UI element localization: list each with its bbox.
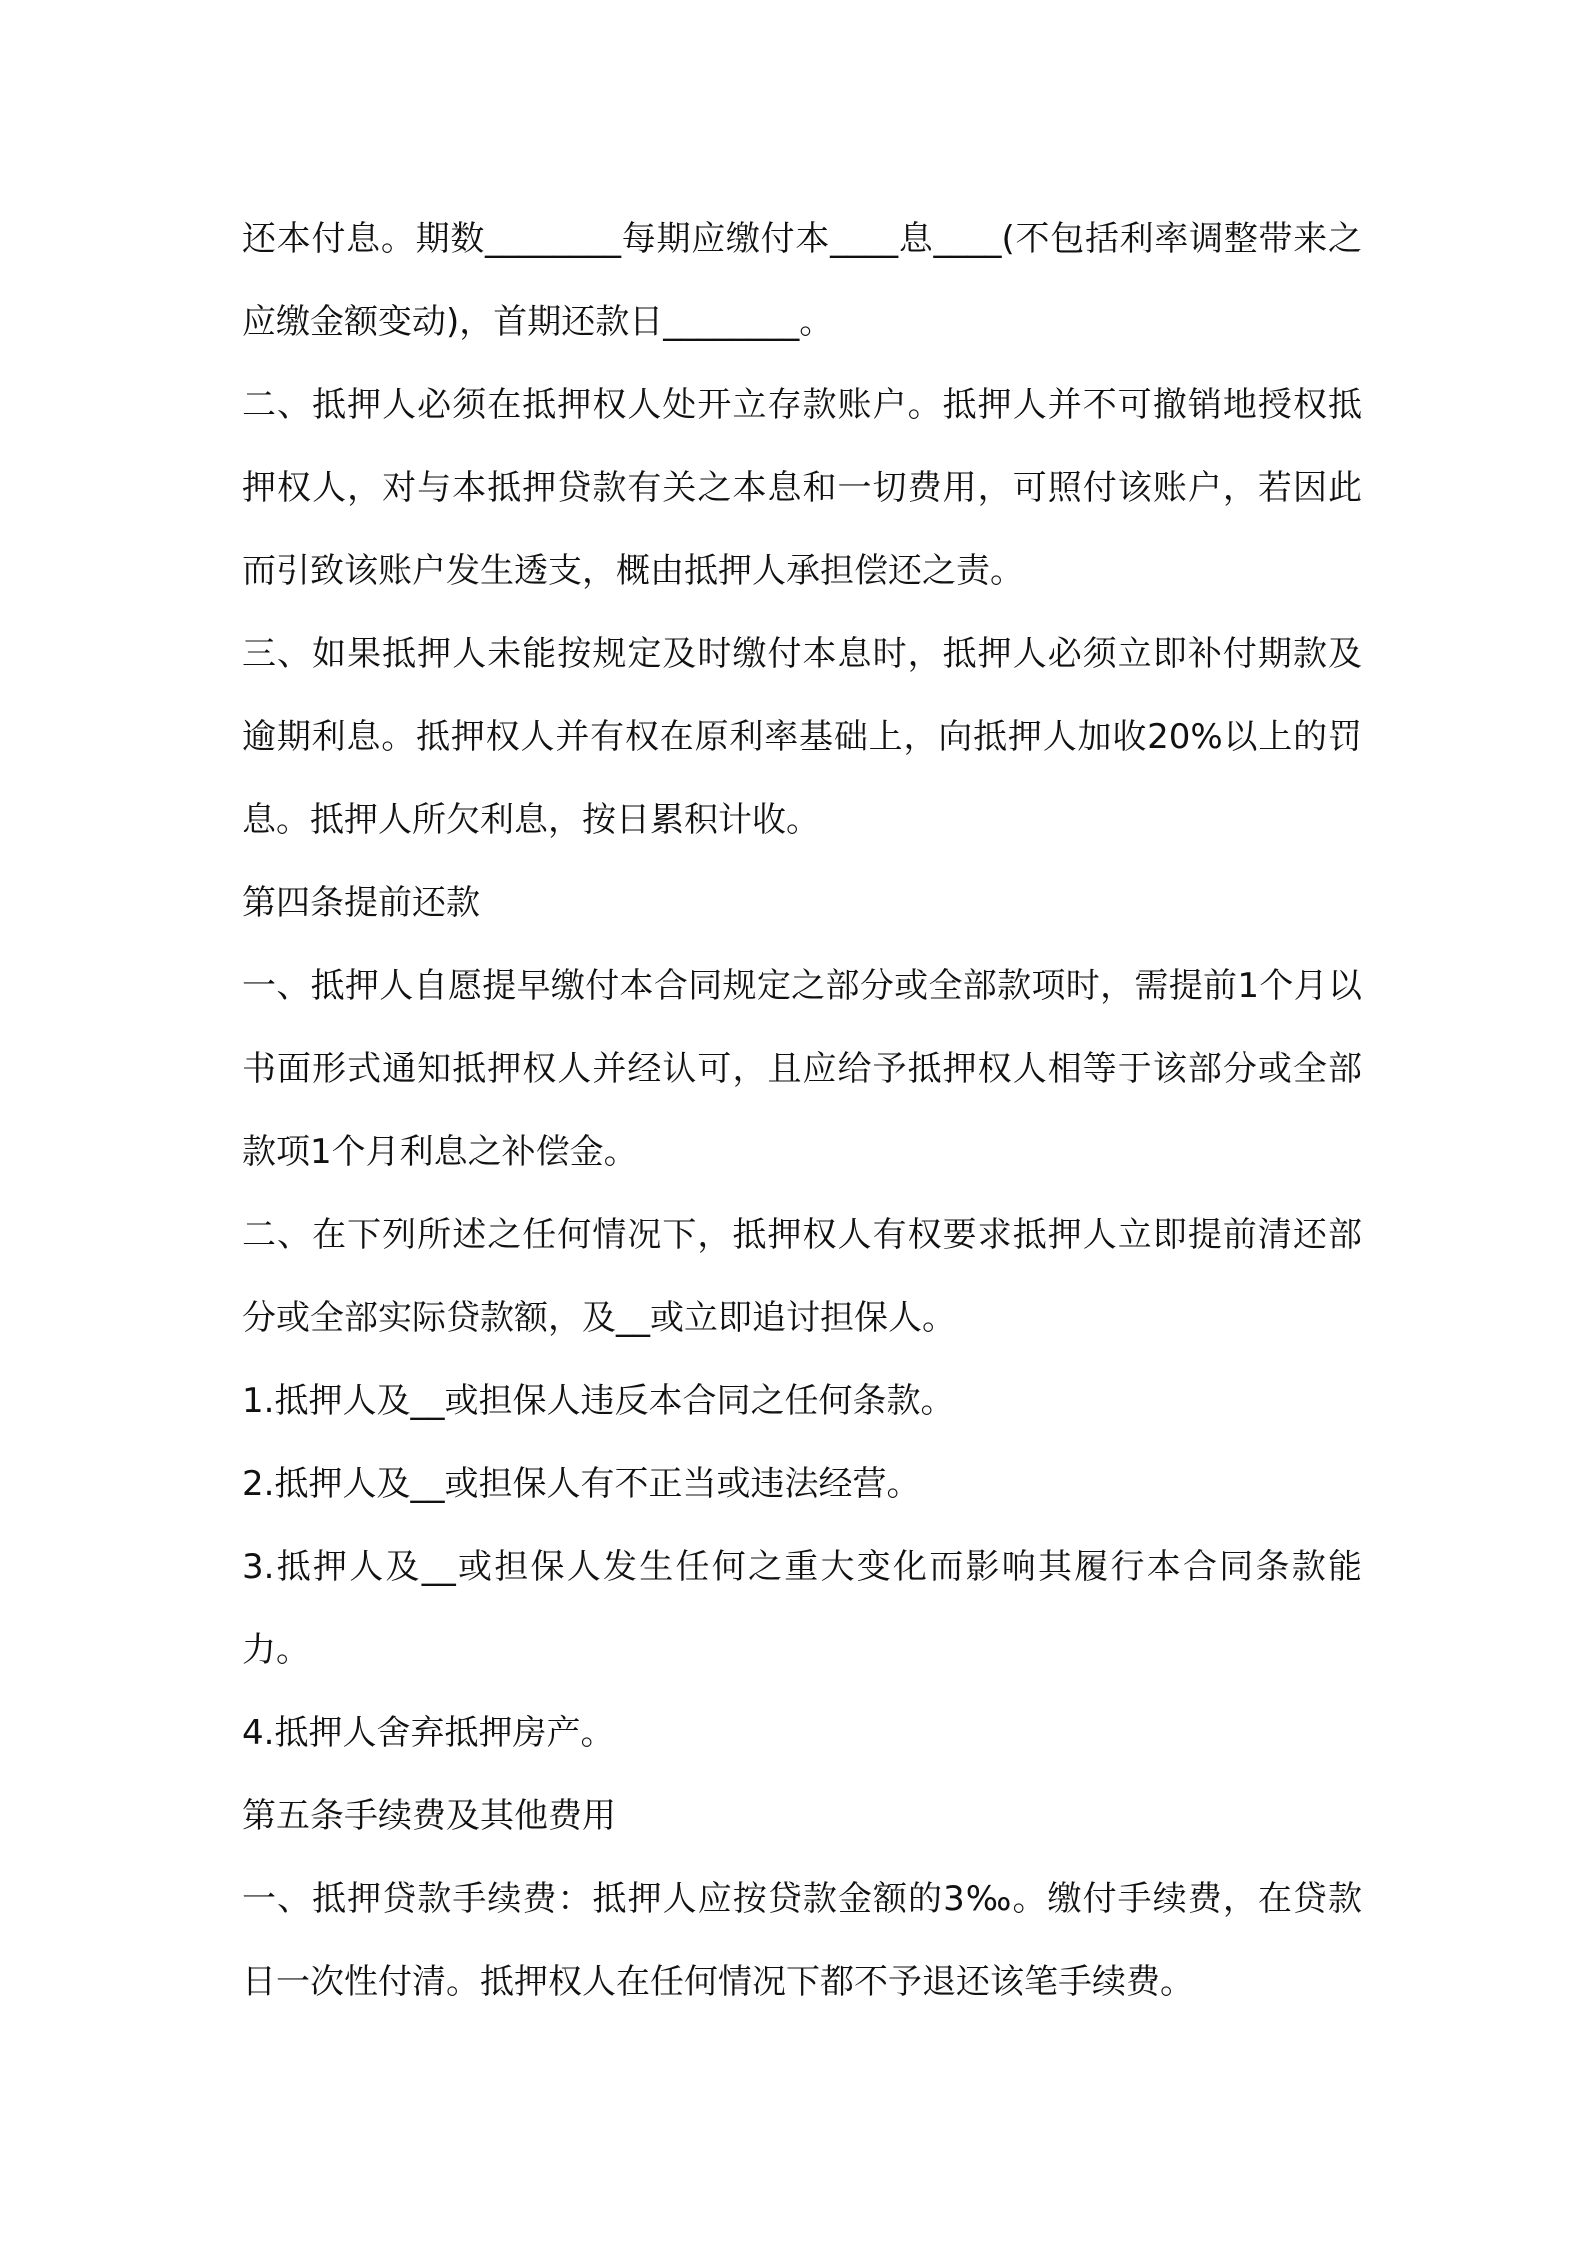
article-4-heading: 第四条提前还款 [242, 883, 480, 923]
list-item-1: 1.抵押人及__或担保人违反本合同之任何条款。 [242, 1381, 955, 1421]
list-item-2: 2.抵押人及__或担保人有不正当或违法经营。 [242, 1464, 921, 1504]
list-item-3: 3.抵押人及__或担保人发生任何之重大变化而影响其履行本合同条款能力。 [242, 1547, 1362, 1670]
paragraph-early-repayment-demand: 二、在下列所述之任何情况下，抵押权人有权要求抵押人立即提前清还部分或全部实际贷款额，及__或立即追讨担保人。 [242, 1215, 1362, 1338]
article-5-heading: 第五条手续费及其他费用 [242, 1796, 616, 1836]
list-item-4: 4.抵押人舍弃抵押房产。 [242, 1713, 615, 1753]
document-body [242, 198, 1362, 2024]
paragraph-deposit-account: 二、抵押人必须在抵押权人处开立存款账户。抵押人并不可撤销地授权抵押权人，对与本抵押贷款有关之本息和一切费用，可照付该账户，若因此而引致该账户发生透支，概由抵押人承担偿还之责。 [242, 385, 1362, 591]
paragraph-early-repayment-notice: 一、抵押人自愿提早缴付本合同规定之部分或全部款项时，需提前1个月以书面形式通知抵押权人并经认可，且应给予抵押权人相等于该部分或全部款项1个月利息之补偿金。 [242, 966, 1362, 1172]
paragraph-repayment-terms: 还本付息。期数________每期应缴付本____息____(不包括利率调整带来之应缴金额变动)，首期还款日________。 [242, 219, 1362, 342]
paragraph-late-payment: 三、如果抵押人未能按规定及时缴付本息时，抵押人必须立即补付期款及逾期利息。抵押权人并有权在原利率基础上，向抵押人加收20%以上的罚息。抵押人所欠利息，按日累积计收。 [242, 634, 1362, 840]
paragraph-handling-fee: 一、抵押贷款手续费：抵押人应按贷款金额的3‰。缴付手续费，在贷款日一次性付清。抵押权人在任何情况下都不予退还该笔手续费。 [242, 1879, 1362, 2002]
